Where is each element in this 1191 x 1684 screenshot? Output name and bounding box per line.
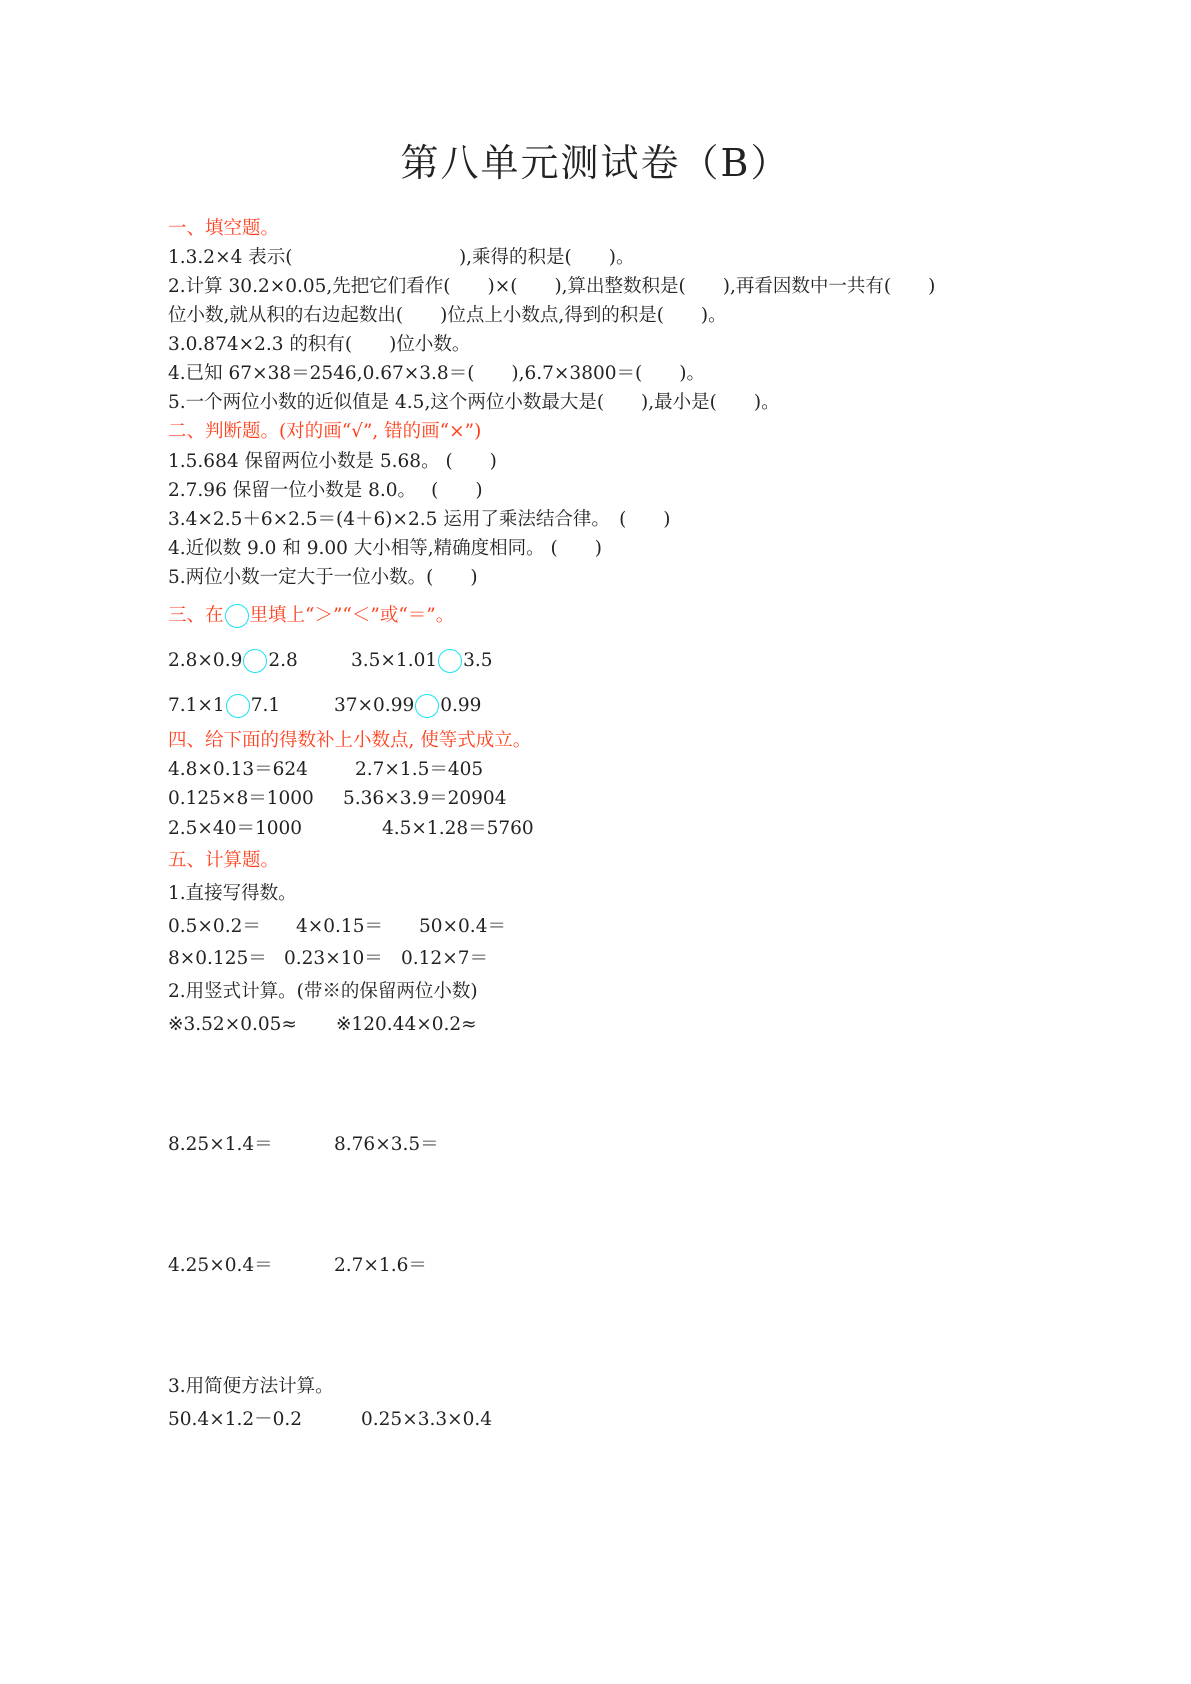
section-5-heading: 五、计算题。	[168, 850, 280, 871]
decimal-item: 4.8×0.13＝624	[168, 759, 308, 780]
fill-q1: 1.3.2×4 表示( ),乘得的积是( )。	[168, 247, 635, 268]
section-3-heading-a: 三、在	[168, 605, 224, 626]
fill-q3: 3.0.874×2.3 的积有( )位小数。	[168, 334, 471, 355]
vertical-item: 4.25×0.4＝	[168, 1255, 273, 1276]
calc-part2: 2.用竖式计算。(带※的保留两位小数)	[168, 981, 478, 1002]
page-title: 第八单元测试卷（B）	[400, 141, 791, 185]
fill-q4: 4.已知 67×38＝2546,0.67×3.8＝( ),6.7×3800＝( )。	[168, 363, 705, 384]
vertical-item: 8.76×3.5＝	[334, 1134, 439, 1155]
vertical-item: 8.25×1.4＝	[168, 1134, 273, 1155]
fill-q2a: 2.计算 30.2×0.05,先把它们看作( )×( ),算出整数积是( ),再看因数中一共有( )	[168, 276, 936, 297]
vertical-item: ※120.44×0.2≈	[336, 1014, 477, 1035]
decimal-item: 2.5×40＝1000	[168, 818, 303, 839]
compare-item: 2.8×0.9 2.8	[168, 650, 298, 671]
oral-item: 0.12×7＝	[401, 948, 488, 969]
vertical-item: ※3.52×0.05≈	[168, 1014, 297, 1035]
oral-item: 0.5×0.2＝	[168, 916, 261, 937]
fill-q5: 5.一个两位小数的近似值是 4.5,这个两位小数最大是( ),最小是( )。	[168, 392, 780, 413]
answer-circle[interactable]	[226, 694, 250, 718]
oral-item: 8×0.125＝	[168, 948, 267, 969]
calc-part3: 3.用简便方法计算。	[168, 1376, 334, 1397]
answer-circle[interactable]	[243, 649, 267, 673]
answer-circle[interactable]	[415, 694, 439, 718]
oral-item: 4×0.15＝	[296, 916, 383, 937]
section-1-heading: 一、填空题。	[168, 218, 280, 239]
section-3-heading-b: 里填上“＞”“＜”或“＝”。	[249, 605, 455, 626]
simple-item: 50.4×1.2－0.2	[168, 1409, 303, 1430]
judge-q1: 1.5.684 保留两位小数是 5.68。 ( )	[168, 451, 497, 472]
judge-q4: 4.近似数 9.0 和 9.00 大小相等,精确度相同。 ( )	[168, 538, 602, 559]
compare-item: 7.1×1 7.1	[168, 695, 281, 716]
compare-item: 37×0.99 0.99	[334, 695, 482, 716]
section-4-heading: 四、给下面的得数补上小数点, 使等式成立。	[168, 730, 532, 751]
decimal-item: 0.125×8＝1000	[168, 788, 314, 809]
decimal-item: 2.7×1.5＝405	[355, 759, 484, 780]
decimal-item: 4.5×1.28＝5760	[382, 818, 534, 839]
compare-item: 3.5×1.01 3.5	[351, 650, 493, 671]
vertical-item: 2.7×1.6＝	[334, 1255, 427, 1276]
simple-item: 0.25×3.3×0.4	[361, 1409, 493, 1430]
calc-part1: 1.直接写得数。	[168, 883, 297, 904]
section-3-heading	[168, 604, 454, 628]
oral-item: 0.23×10＝	[284, 948, 383, 969]
judge-q2: 2.7.96 保留一位小数是 8.0。 ( )	[168, 480, 483, 501]
answer-circle[interactable]	[438, 649, 462, 673]
circle-icon	[225, 604, 249, 628]
oral-item: 50×0.4＝	[419, 916, 506, 937]
decimal-item: 5.36×3.9＝20904	[343, 788, 507, 809]
section-2-heading: 二、判断题。(对的画“√”, 错的画“×”)	[168, 421, 482, 442]
judge-q5: 5.两位小数一定大于一位小数。( )	[168, 567, 478, 588]
fill-q2b: 位小数,就从积的右边起数出( )位点上小数点,得到的积是( )。	[168, 305, 727, 326]
judge-q3: 3.4×2.5＋6×2.5＝(4＋6)×2.5 运用了乘法结合律。 ( )	[168, 509, 671, 530]
